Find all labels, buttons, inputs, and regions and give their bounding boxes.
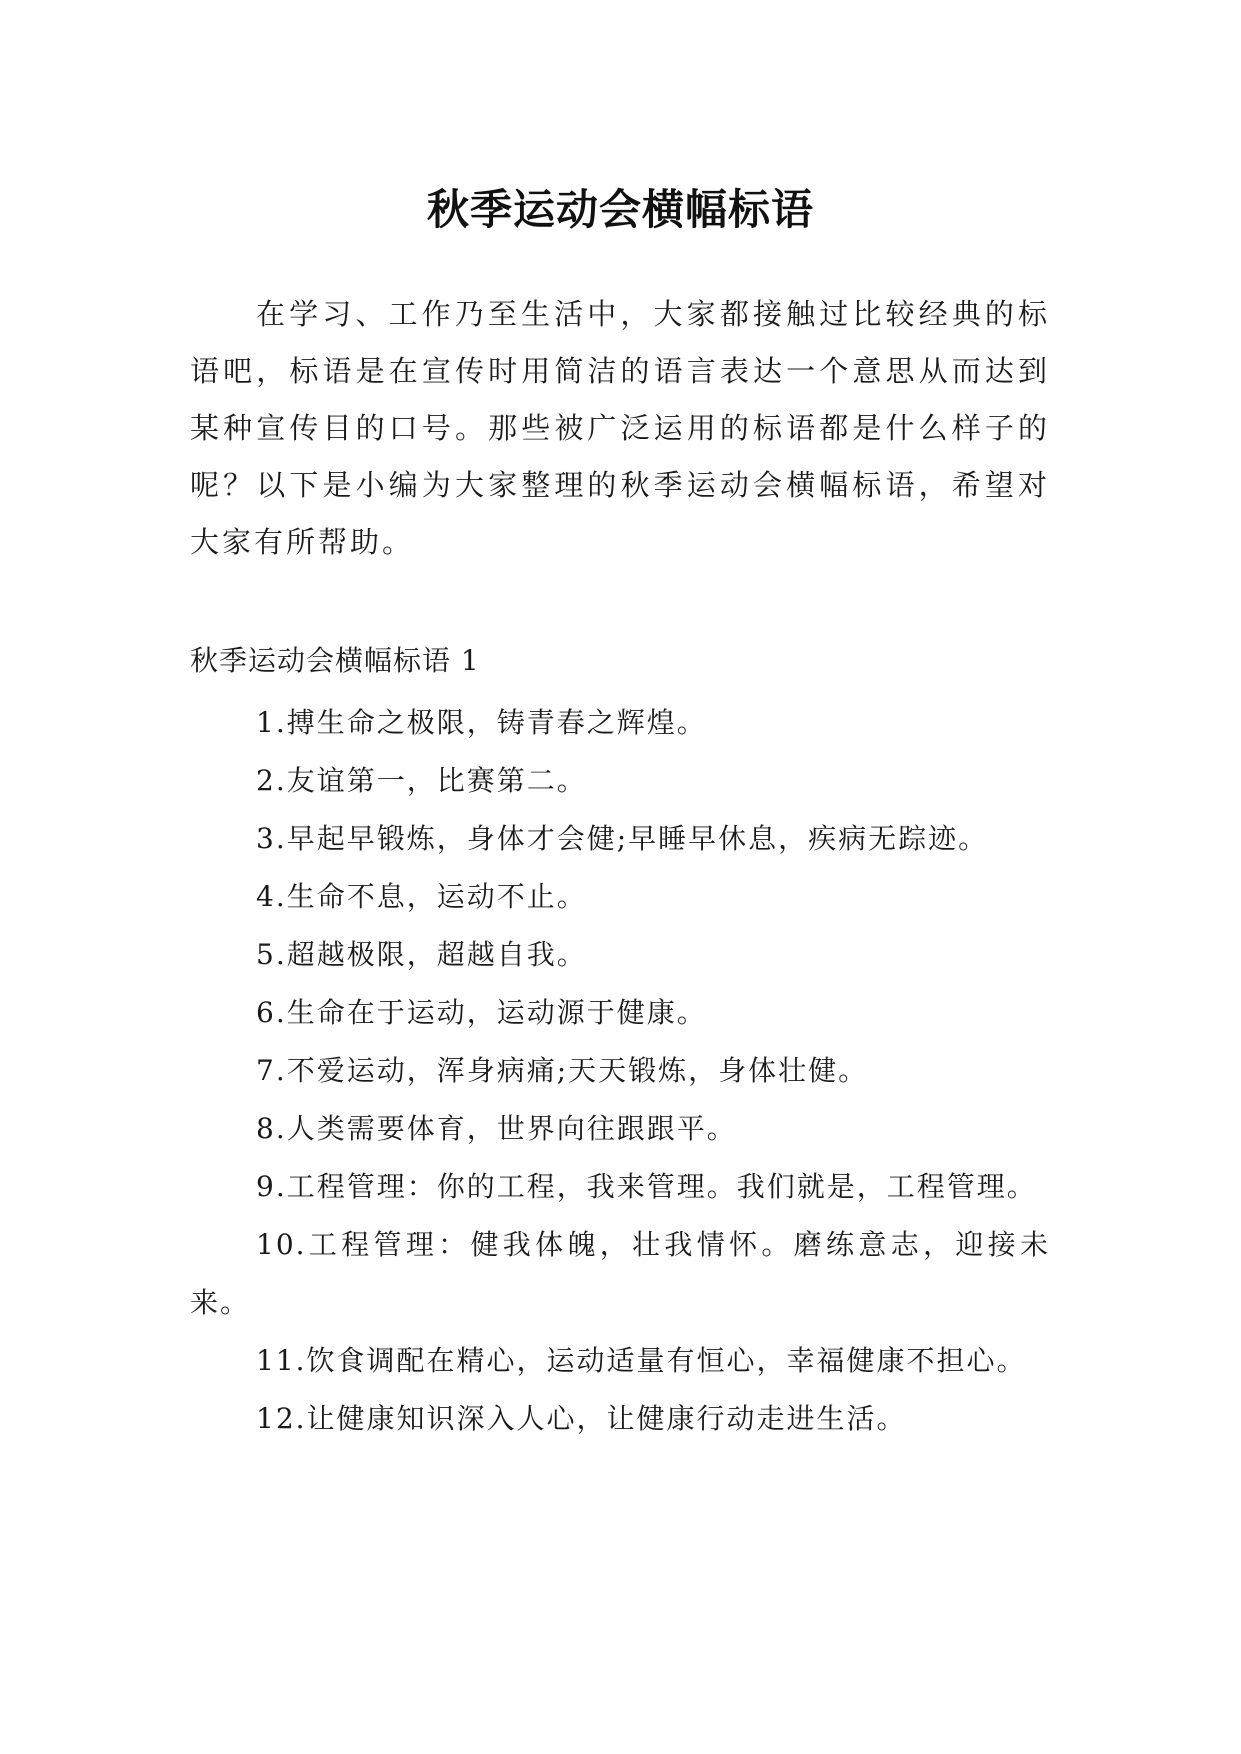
- slogan-item: 8.人类需要体育，世界向往跟跟平。: [256, 1112, 737, 1145]
- slogan-item: 2.友谊第一，比赛第二。: [256, 764, 587, 797]
- document-title: 秋季运动会横幅标语: [426, 185, 814, 235]
- slogan-item: 1.搏生命之极限，铸青春之辉煌。: [256, 706, 707, 739]
- slogan-list: [190, 694, 1050, 1448]
- slogan-item: 7.不爱运动，浑身病痛;天天锻炼，身体壮健。: [256, 1054, 869, 1087]
- slogan-item: 4.生命不息，运动不止。: [256, 880, 587, 913]
- slogan-item: 6.生命在于运动，运动源于健康。: [256, 996, 707, 1029]
- slogan-item: 3.早起早锻炼，身体才会健;早睡早休息，疾病无踪迹。: [256, 822, 989, 855]
- slogan-item: 11.饮食调配在精心，运动适量有恒心，幸福健康不担心。: [256, 1344, 1027, 1377]
- section-heading: 秋季运动会横幅标语 1: [190, 644, 480, 677]
- slogan-item: 9.工程管理：你的工程，我来管理。我们就是，工程管理。: [256, 1170, 1037, 1203]
- slogan-item: 10.工程管理：健我体魄，壮我情怀。磨练意志，迎接未来。: [190, 1228, 1050, 1319]
- slogan-item: 5.超越极限，超越自我。: [256, 938, 587, 971]
- intro-paragraph: 在学习、工作乃至生活中，大家都接触过比较经典的标语吧，标语是在宣传时用简洁的语言表达一个意思从而达到某种宣传目的口号。那些被广泛运用的标语都是什么样子的呢？以下是小编为大家整理的秋季运动会横幅标语，希望对大家有所帮助。: [190, 297, 1050, 559]
- slogan-item: 12.让健康知识深入人心，让健康行动走进生活。: [256, 1402, 907, 1435]
